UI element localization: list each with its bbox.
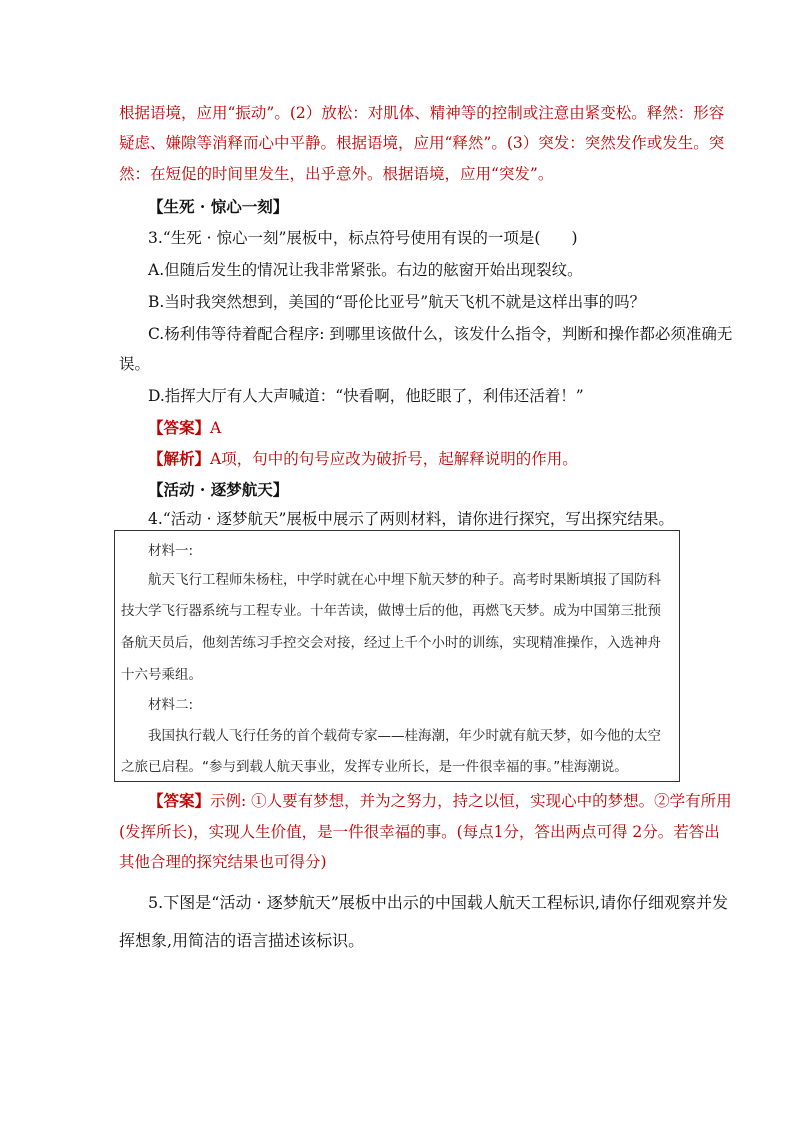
material-text: 技大学飞行器系统与工程专业。十年苦读，做博士后的他，再燃飞天梦。成为中国第三批预 [121,603,661,619]
text-line: 根据语境，应用“振动”。(2）放松：对肌体、精神等的控制或注意由紧变松。释然：形容 [119,104,725,122]
section-heading: 【生死 · 惊心一刻】 [148,197,289,216]
question-stem-continued: 挥想象,用简洁的语言描述该标识。 [119,931,365,950]
option-c-continued: 误。 [119,355,151,373]
material-text: 备航天员后，他刻苦练习手控交会对接，经过上千个小时的训练，实现精准操作，入选神舟 [121,635,661,651]
answer [148,420,221,437]
analysis [148,451,578,468]
option-c: C.杨利伟等待着配合程序: 到哪里该做什么，该发什么指令，判断和操作都必须准确无 [148,325,733,343]
option-d: D.指挥大厅有人大声喊道：“快看啊，他眨眼了，利伟还活着！” [148,387,584,405]
section-heading: 【活动 · 逐梦航天】 [148,480,289,499]
analysis-text: A项，句中的句号应改为破折号，起解释说明的作用。 [210,450,578,468]
question-stem: 3.“生死 · 惊心一刻”展板中，标点符号使用有误的一项是( ) [148,229,578,247]
material-title: 材料一: [148,543,194,559]
answer-text: 示例: ①人要有梦想，并为之努力，持之以恒，实现心中的梦想。②学有所用 [210,792,732,810]
answer-text: (发挥所长)，实现人生价值，是一件很幸福的事。(每点1分，答出两点可得 2分。若答出 [119,823,720,841]
answer-value: A [210,419,222,437]
material-title: 材料二: [148,697,194,713]
question-stem: 5.下图是“活动 · 逐梦航天”展板中出示的中国载人航天工程标识,请你仔细观察并发 [148,893,728,912]
material-text: 十六号乘组。 [121,667,202,683]
answer-tag: 【答案】 [148,418,211,437]
answer [148,793,732,810]
text-line: 疑虑、嫌隙等消释而心中平静。根据语境，应用“释然”。(3）突发：突然发作或发生。突 [119,134,725,152]
material-text: 我国执行载人飞行任务的首个载荷专家——桂海潮，年少时就有航天梦，如今他的太空 [148,728,661,744]
text-line: 然：在短促的时间里发生，出乎意外。根据语境，应用“突发”。 [119,165,554,183]
material-text: 之旅已启程。“参与到载人航天事业，发挥专业所长，是一件很幸福的事。”桂海潮说。 [121,759,628,775]
answer-text: 其他合理的探究结果也可得分) [119,853,327,871]
answer-tag: 【答案】 [148,791,211,810]
option-b: B.当时我突然想到，美国的“哥伦比亚号”航天飞机不就是这样出事的吗？ [148,293,646,311]
material-box [114,530,680,782]
option-a: A.但随后发生的情况让我非常紧张。右边的舷窗开始出现裂纹。 [148,261,583,279]
analysis-tag: 【解析】 [148,449,211,468]
question-stem: 4.“活动 · 逐梦航天”展板中展示了两则材料，请你进行探究，写出探究结果。 [148,510,674,528]
material-text: 航天飞行工程师朱杨柱，中学时就在心中埋下航天梦的种子。高考时果断填报了国防科 [148,572,661,588]
